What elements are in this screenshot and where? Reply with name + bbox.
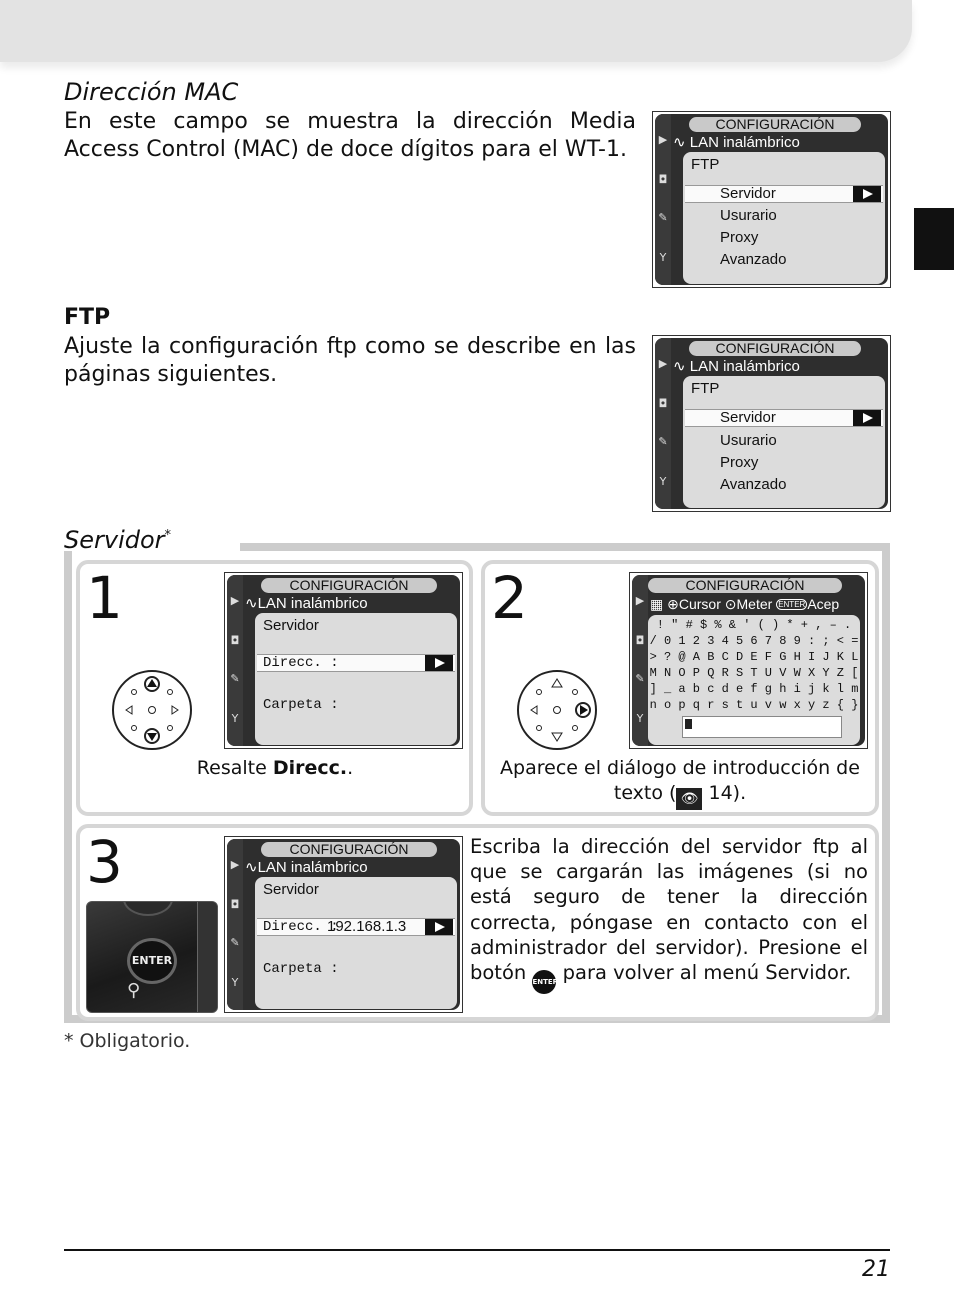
lcd-sub: ∿ LAN inalámbrico [673,134,800,151]
enter-button-photo [86,901,218,1013]
footer-rule [64,1249,890,1251]
menu-item-avanzado[interactable]: Avanzado [720,251,787,268]
field-direcc[interactable]: Direcc. : [263,655,339,671]
camera-icon: ◘ [230,898,240,911]
step2-caption: Aparece el diálogo de introducción de texto ( 👁 14). [485,756,875,810]
lcd-panel-title: Servidor [263,881,319,898]
lcd-header: CONFIGURACIÓN [689,341,861,356]
enter-button-icon: ENTER [532,970,556,994]
multi-selector-down [112,670,192,750]
ftp-body: Ajuste la configuración ftp como se describe en las páginas siguientes. [64,334,636,387]
play-icon: ▶ [658,133,668,146]
wireless-icon: ∿ [673,134,686,151]
menu-item-usurario[interactable]: Usurario [720,207,777,224]
arrow-right-icon [853,410,881,426]
kbd-row-2: / 0 1 2 3 4 5 6 7 8 9 : ; < = [649,634,859,648]
step3-body: Escriba la dirección del servidor ftp al que se cargarán las imágenes (si no está seguro de tener la dirección correcta, póngase en contacto con el administrador del servidor). Presione el botón ENTER para volver al menú Servidor. [470,834,868,994]
kbd-row-6: n o p q r s t u v w x y z { } [649,698,859,712]
pencil-icon: ✎ [230,672,240,685]
field-carpeta[interactable]: Carpeta : [263,961,339,977]
enter-button[interactable]: ENTER [127,938,177,984]
menu-item-proxy[interactable]: Proxy [720,229,759,246]
lcd-header: CONFIGURACIÓN [689,117,861,132]
arrow-right-icon [425,919,453,935]
enter-icon: ENTER [778,600,806,609]
lcd-screen-step2 [629,572,868,749]
wrench-icon: Y [659,475,667,488]
section-rule [240,543,890,551]
kbd-row-4: M N O P Q R S T U V W X Y Z [ [649,666,859,680]
play-icon: ▶ [230,594,240,607]
camera-icon: ◘ [230,634,240,647]
lcd-screen-step1 [224,572,463,749]
lcd-header: CONFIGURACIÓN [648,578,842,593]
pencil-icon: ✎ [658,435,668,448]
menu-item-servidor[interactable]: Servidor [720,185,776,202]
ftp-title: FTP [64,305,111,330]
pencil-icon: ✎ [230,936,240,949]
lcd-screen-ftp [652,335,891,512]
camera-icon: ◘ [658,173,668,186]
text-cursor [685,719,692,729]
lcd-panel-title: FTP [691,380,720,397]
page-number: 21 [862,1257,890,1282]
wrench-icon: Y [231,976,239,989]
menu-item-avanzado[interactable]: Avanzado [720,476,787,493]
lcd-sub: ∿LAN inalámbrico [245,859,368,876]
text-entry-area[interactable] [682,716,842,738]
mac-body: En este campo se muestra la dirección Media Access Control (MAC) de doce dígitos para el WT-1. [64,109,636,162]
kbd-row-5: ] _ a b c d e f g h i j k l m [649,682,859,696]
play-icon: ▶ [230,858,240,871]
mac-title: Dirección MAC [64,78,239,106]
servidor-title: Servidor* [64,526,172,554]
menu-item-usurario[interactable]: Usurario [720,432,777,449]
lcd-sub-nav: ▦ ⊕Cursor ⊙Meter ENTER Acep [650,596,840,612]
lcd-header: CONFIGURACIÓN [261,842,437,857]
pencil-icon: ✎ [658,211,668,224]
menu-item-proxy[interactable]: Proxy [720,454,759,471]
step-number-1: 1 [86,564,123,632]
reference-icon: 👁 [676,788,702,810]
dpad-icon: ⊕ [667,596,679,612]
footnote: * Obligatorio. [64,1030,191,1052]
play-icon: ▶ [635,594,645,607]
field-direcc[interactable]: Direcc. : [263,919,339,935]
step-number-3: 3 [86,828,123,896]
lcd-sub: ∿LAN inalámbrico [245,595,368,612]
lcd-screen-mac [652,111,891,288]
wireless-icon: ∿ [245,859,258,876]
camera-icon: ◘ [635,634,645,647]
wireless-icon: ∿ [673,358,686,375]
chapter-tab [914,208,954,270]
wrench-icon: Y [636,712,644,725]
multi-selector-right [517,670,597,750]
wrench-icon: Y [659,251,667,264]
field-carpeta[interactable]: Carpeta : [263,697,339,713]
field-direcc-value: 192.168.1.3 [327,918,407,935]
lcd-sub: ∿ LAN inalámbrico [673,358,800,375]
lcd-header: CONFIGURACIÓN [261,578,437,593]
center-button-icon: ⊙ [724,596,737,612]
checker-icon: ▦ [650,596,664,612]
step1-caption: Resalte Direcc.. [196,757,354,779]
kbd-row-1: ! " # $ % & ' ( ) * + , – . [656,618,852,632]
arrow-right-icon [425,655,453,671]
menu-item-servidor[interactable]: Servidor [720,409,776,426]
lcd-screen-step3 [224,836,463,1013]
camera-icon: ◘ [658,397,668,410]
header-band [0,0,912,62]
arrow-right-icon [853,186,881,202]
lcd-panel-title: FTP [691,156,720,173]
pencil-icon: ✎ [635,672,645,685]
step-number-2: 2 [491,564,528,632]
zoom-icon: ⚲ [127,980,141,1001]
wireless-icon: ∿ [245,595,258,612]
play-icon: ▶ [658,357,668,370]
kbd-row-3: > ? @ A B C D E F G H I J K L [649,650,859,664]
lcd-panel-title: Servidor [263,617,319,634]
wrench-icon: Y [231,712,239,725]
